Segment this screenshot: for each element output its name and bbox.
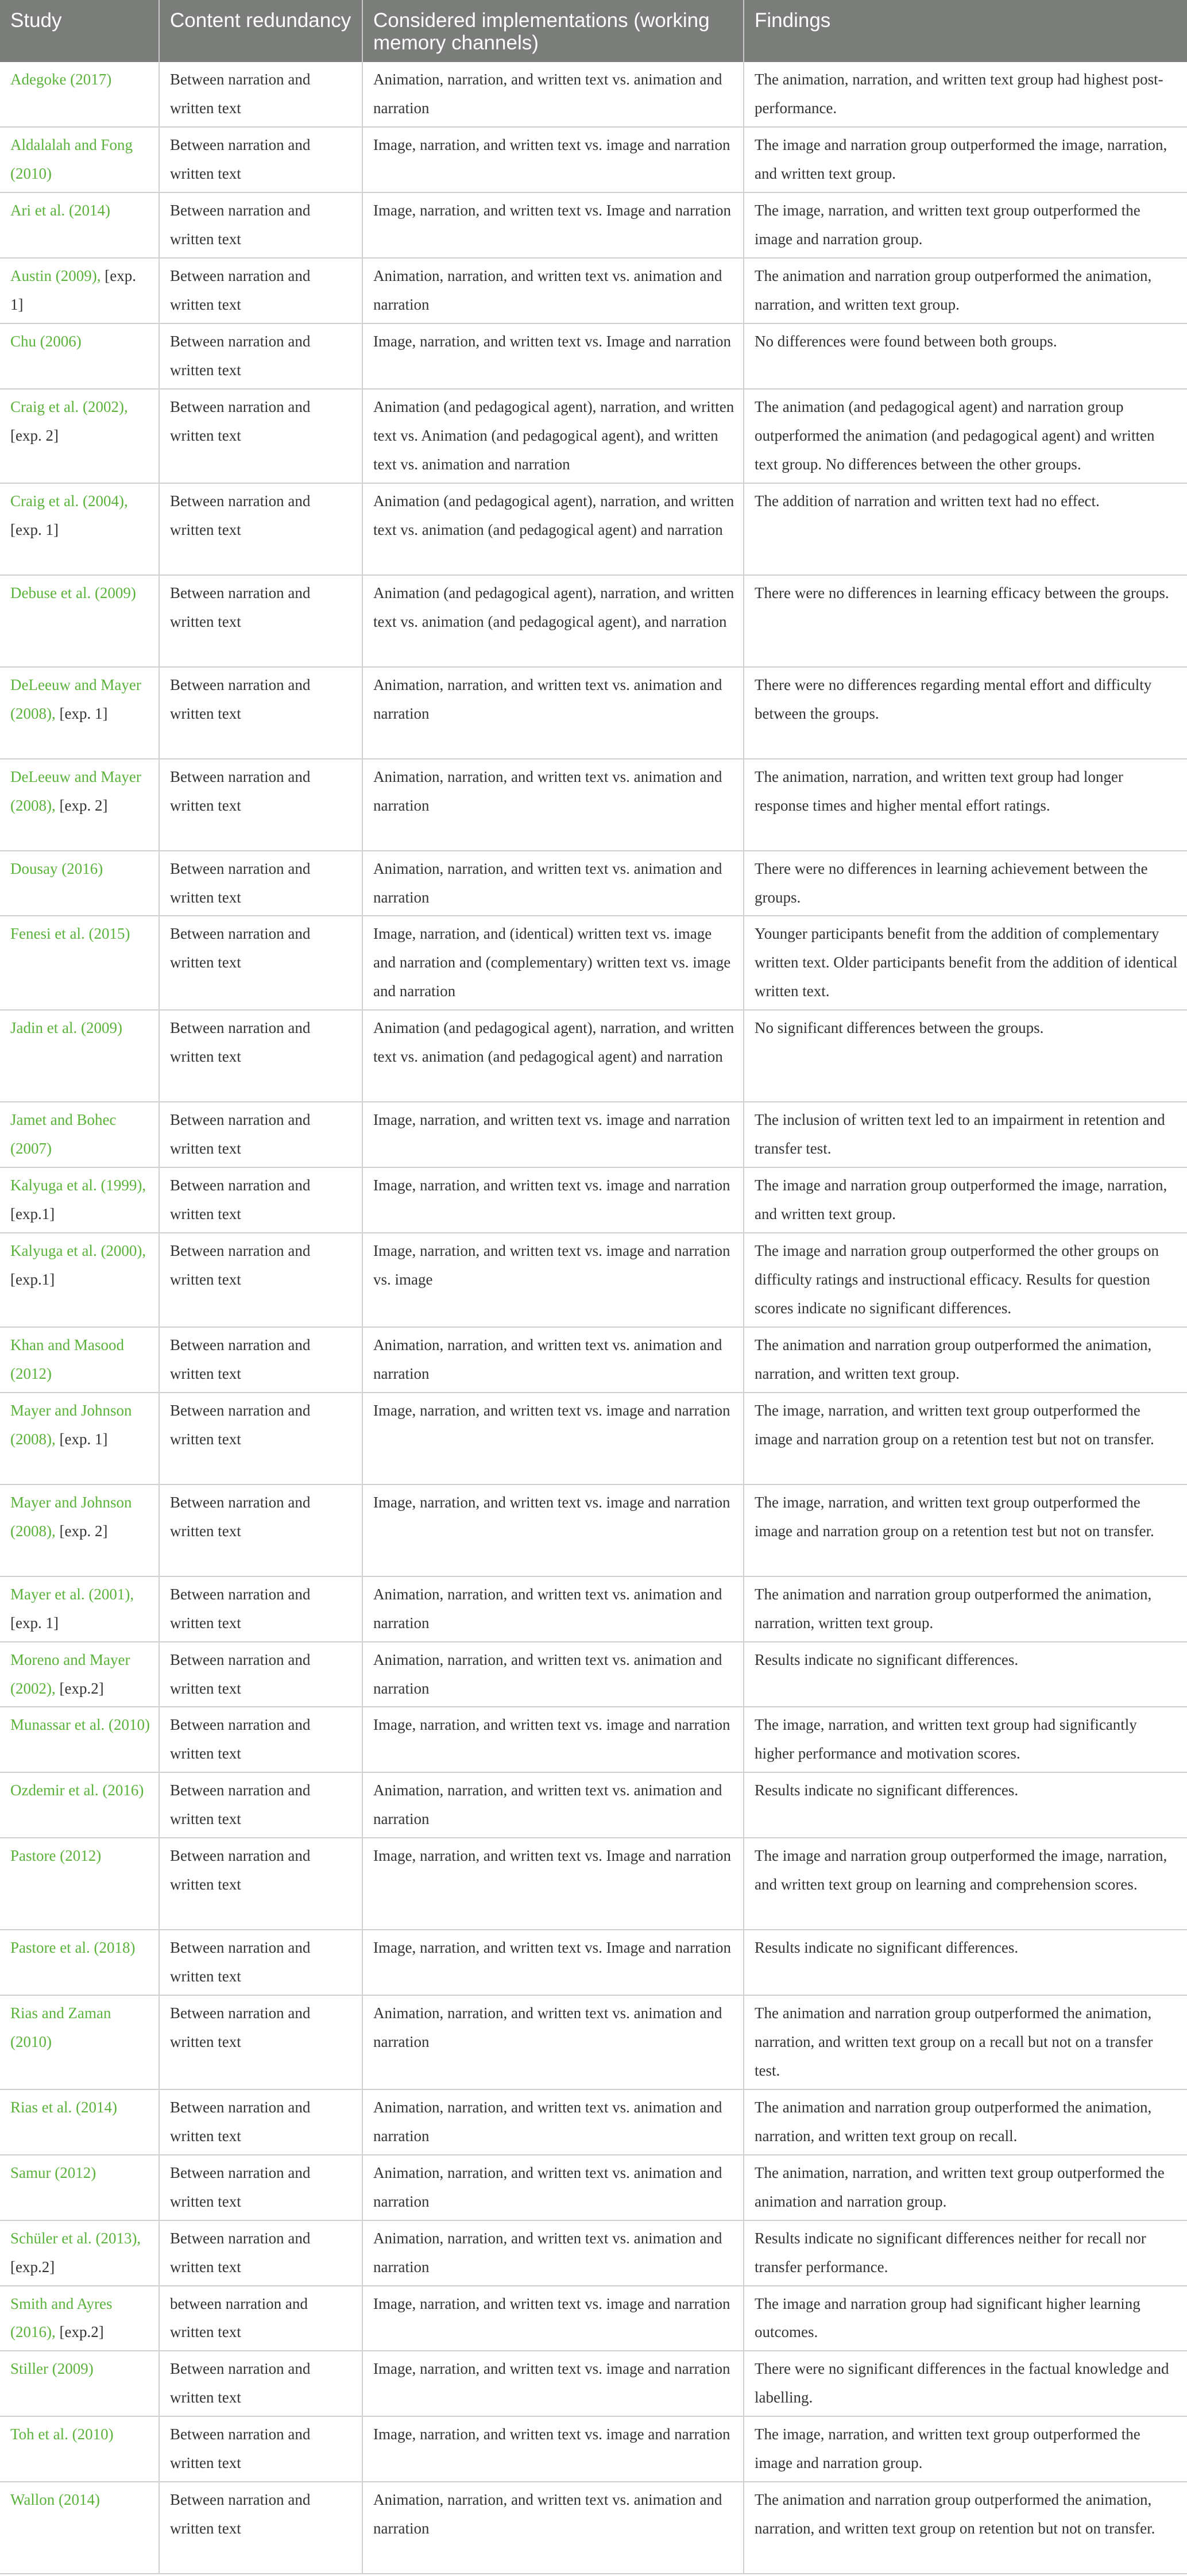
experiment-number: [exp.1] (10, 1270, 55, 1288)
content-redundancy-cell: Between narration and written text (159, 1930, 362, 1995)
implementation-cell: Animation, narration, and written text vs. animation and narration (362, 667, 744, 759)
study-citation-link[interactable]: Toh et al. (2010) (10, 2425, 114, 2443)
table-row (0, 2220, 1187, 2286)
finding-cell: The animation, narration, and written text group had highest post-performance. (744, 62, 1187, 127)
implementation-cell: Image, narration, and written text vs. image and narration (362, 1707, 744, 1772)
experiment-number: [exp. 1] (10, 520, 59, 538)
finding-cell: The animation and narration group outperformed the animation, narration, and written text group. (744, 1327, 1187, 1393)
finding-cell: The addition of narration and written text had no effect. (744, 483, 1187, 575)
study-cell (0, 1484, 159, 1576)
content-redundancy-cell: Between narration and written text (159, 2482, 362, 2574)
implementation-cell: Image, narration, and written text vs. Image and narration (362, 1838, 744, 1930)
finding-cell: The image, narration, and written text group outperformed the image and narration group. (744, 2416, 1187, 2482)
study-cell (0, 667, 159, 759)
implementation-cell: Image, narration, and written text vs. image and narration (362, 1393, 744, 1484)
content-redundancy-cell: Between narration and written text (159, 916, 362, 1010)
study-cell (0, 1642, 159, 1707)
table-row (0, 667, 1187, 759)
study-cell (0, 1707, 159, 1772)
implementation-cell: Animation (and pedagogical agent), narration, and written text vs. Animation (and pedagogical agent), and written text vs. animation and narration (362, 389, 744, 483)
finding-cell: Results indicate no significant differences. (744, 1642, 1187, 1707)
content-redundancy-cell: Between narration and written text (159, 1327, 362, 1393)
table-header-row (0, 0, 1187, 62)
study-citation-link[interactable]: Dousay (2016) (10, 859, 103, 877)
study-citation-link[interactable]: Mayer et al. (2001), (10, 1585, 134, 1603)
study-cell (0, 258, 159, 323)
header-considered-implementations: Considered implementations (working memory channels) (362, 0, 744, 62)
finding-cell: The inclusion of written text led to an impairment in retention and transfer test. (744, 1102, 1187, 1167)
study-cell (0, 2155, 159, 2220)
finding-cell: The animation (and pedagogical agent) and narration group outperformed the animation (and pedagogical agent) and written text group. No differences between the other groups. (744, 389, 1187, 483)
implementation-cell: Image, narration, and written text vs. image and narration (362, 2286, 744, 2351)
implementation-cell: Animation, narration, and written text vs. animation and narration (362, 2482, 744, 2574)
study-cell (0, 1233, 159, 1327)
header-content-redundancy: Content redundancy (159, 0, 362, 62)
table-row (0, 2482, 1187, 2574)
table-body (0, 62, 1187, 2574)
finding-cell: The animation and narration group outperformed the animation, narration, and written text group on a recall but not on a transfer test. (744, 1995, 1187, 2089)
study-cell (0, 2286, 159, 2351)
experiment-number: [exp. 1] (10, 1614, 59, 1632)
finding-cell: The image, narration, and written text group outperformed the image and narration group. (744, 192, 1187, 258)
study-cell (0, 389, 159, 483)
study-cell (0, 192, 159, 258)
content-redundancy-cell: between narration and written text (159, 2286, 362, 2351)
study-cell (0, 2416, 159, 2482)
content-redundancy-cell: Between narration and written text (159, 667, 362, 759)
finding-cell: There were no differences in learning achievement between the groups. (744, 851, 1187, 916)
finding-cell: There were no significant differences in the factual knowledge and labelling. (744, 2351, 1187, 2416)
study-cell (0, 2089, 159, 2155)
study-cell (0, 483, 159, 575)
study-citation-link[interactable]: Moreno and Mayer (2002), (10, 1651, 130, 1697)
content-redundancy-cell: Between narration and written text (159, 1010, 362, 1102)
study-cell (0, 759, 159, 851)
implementation-cell: Image, narration, and written text vs. Image and narration (362, 1930, 744, 1995)
finding-cell: The image and narration group outperformed the image, narration, and written text group. (744, 1167, 1187, 1233)
study-cell (0, 575, 159, 667)
study-cell (0, 1838, 159, 1930)
table-row (0, 1707, 1187, 1772)
study-cell (0, 1772, 159, 1838)
finding-cell: The animation and narration group outperformed the animation, narration, and written text group on recall. (744, 2089, 1187, 2155)
study-citation-link[interactable]: Mayer and Johnson (2008), (10, 1401, 132, 1448)
table-row (0, 2416, 1187, 2482)
table-row (0, 1642, 1187, 1707)
study-citation-link[interactable]: DeLeeuw and Mayer (2008), (10, 768, 141, 814)
content-redundancy-cell: Between narration and written text (159, 1484, 362, 1576)
content-redundancy-cell: Between narration and written text (159, 2220, 362, 2286)
implementation-cell: Animation, narration, and written text vs. animation and narration (362, 62, 744, 127)
study-citation-link[interactable]: DeLeeuw and Mayer (2008), (10, 676, 141, 722)
table-row (0, 1327, 1187, 1393)
table-row (0, 192, 1187, 258)
content-redundancy-cell: Between narration and written text (159, 323, 362, 389)
study-citation-link[interactable]: Pastore (2012) (10, 1847, 102, 1865)
study-cell (0, 916, 159, 1010)
header-findings: Findings (744, 0, 1187, 62)
content-redundancy-cell: Between narration and written text (159, 1772, 362, 1838)
study-citation-link[interactable]: Rias and Zaman (2010) (10, 2004, 111, 2050)
content-redundancy-cell: Between narration and written text (159, 1102, 362, 1167)
implementation-cell: Image, narration, and written text vs. image and narration vs. image (362, 1233, 744, 1327)
experiment-number: [exp. 2] (59, 796, 108, 814)
finding-cell: The image and narration group outperformed the image, narration, and written text group on learning and comprehension scores. (744, 1838, 1187, 1930)
table-row (0, 1995, 1187, 2089)
content-redundancy-cell: Between narration and written text (159, 127, 362, 192)
implementation-cell: Animation, narration, and written text vs. animation and narration (362, 258, 744, 323)
finding-cell: There were no differences regarding mental effort and difficulty between the groups. (744, 667, 1187, 759)
content-redundancy-cell: Between narration and written text (159, 62, 362, 127)
implementation-cell: Image, narration, and written text vs. image and narration (362, 1484, 744, 1576)
study-cell (0, 1327, 159, 1393)
study-cell (0, 2351, 159, 2416)
finding-cell: The image and narration group outperformed the other groups on difficulty ratings and instructional efficacy. Results for question scores indicate no significant differences. (744, 1233, 1187, 1327)
study-citation-link[interactable]: Khan and Masood (2012) (10, 1336, 124, 1382)
finding-cell: No significant differences between the groups. (744, 1010, 1187, 1102)
table-row (0, 1772, 1187, 1838)
finding-cell: The animation, narration, and written text group had longer response times and higher mental effort ratings. (744, 759, 1187, 851)
content-redundancy-cell: Between narration and written text (159, 1838, 362, 1930)
study-citation-link[interactable]: Jamet and Bohec (2007) (10, 1111, 117, 1158)
study-citation-link[interactable]: Adegoke (2017) (10, 71, 112, 88)
study-cell (0, 1010, 159, 1102)
study-cell (0, 2482, 159, 2574)
implementation-cell: Animation (and pedagogical agent), narration, and written text vs. animation (and pedagogical agent) and narration (362, 1010, 744, 1102)
implementation-cell: Animation, narration, and written text vs. animation and narration (362, 2089, 744, 2155)
table-row (0, 258, 1187, 323)
table-row (0, 1102, 1187, 1167)
table-row (0, 483, 1187, 575)
content-redundancy-cell: Between narration and written text (159, 851, 362, 916)
study-citation-link[interactable]: Chu (2006) (10, 332, 82, 350)
implementation-cell: Animation, narration, and written text vs. animation and narration (362, 759, 744, 851)
implementation-cell: Animation, narration, and written text vs. animation and narration (362, 2220, 744, 2286)
table-row (0, 1930, 1187, 1995)
finding-cell: The image and narration group had significant higher learning outcomes. (744, 2286, 1187, 2351)
content-redundancy-cell: Between narration and written text (159, 1707, 362, 1772)
study-citation-link[interactable]: Samur (2012) (10, 2164, 96, 2181)
content-redundancy-cell: Between narration and written text (159, 1393, 362, 1484)
study-citation-link[interactable]: Aldalalah and Fong (2010) (10, 136, 133, 183)
finding-cell: The image and narration group outperformed the image, narration, and written text group. (744, 127, 1187, 192)
study-citation-link[interactable]: Debuse et al. (2009) (10, 584, 136, 601)
implementation-cell: Image, narration, and written text vs. image and narration (362, 1167, 744, 1233)
content-redundancy-cell: Between narration and written text (159, 2155, 362, 2220)
content-redundancy-cell: Between narration and written text (159, 575, 362, 667)
experiment-number: [exp. 2] (59, 1522, 108, 1540)
table-row (0, 1233, 1187, 1327)
implementation-cell: Animation, narration, and written text vs. animation and narration (362, 1327, 744, 1393)
implementation-cell: Animation (and pedagogical agent), narration, and written text vs. animation (and pedagogical agent) and narration (362, 483, 744, 575)
implementation-cell: Animation, narration, and written text vs. animation and narration (362, 851, 744, 916)
implementation-cell: Animation, narration, and written text vs. animation and narration (362, 1642, 744, 1707)
finding-cell: No differences were found between both groups. (744, 323, 1187, 389)
content-redundancy-cell: Between narration and written text (159, 1233, 362, 1327)
table-row (0, 1393, 1187, 1484)
table-row (0, 2155, 1187, 2220)
study-citation-link[interactable]: Munassar et al. (2010) (10, 1716, 150, 1734)
content-redundancy-cell: Between narration and written text (159, 759, 362, 851)
table-row (0, 1484, 1187, 1576)
implementation-cell: Image, narration, and written text vs. image and narration (362, 1102, 744, 1167)
content-redundancy-cell: Between narration and written text (159, 1167, 362, 1233)
study-citation-link[interactable]: Jadin et al. (2009) (10, 1019, 122, 1037)
study-citation-link[interactable]: Smith and Ayres (2016), (10, 2295, 113, 2341)
finding-cell: The image, narration, and written text group had significantly higher performance and motivation scores. (744, 1707, 1187, 1772)
experiment-number: [exp.2] (59, 2323, 104, 2341)
table-row (0, 62, 1187, 127)
implementation-cell: Animation, narration, and written text vs. animation and narration (362, 2155, 744, 2220)
content-redundancy-cell: Between narration and written text (159, 2416, 362, 2482)
table-row (0, 2089, 1187, 2155)
study-cell (0, 1576, 159, 1642)
table-row (0, 759, 1187, 851)
content-redundancy-cell: Between narration and written text (159, 389, 362, 483)
implementation-cell: Image, narration, and written text vs. Image and narration (362, 192, 744, 258)
study-citation-link[interactable]: Stiller (2009) (10, 2360, 94, 2378)
table-row (0, 1167, 1187, 1233)
study-cell (0, 851, 159, 916)
implementation-cell: Animation, narration, and written text vs. animation and narration (362, 1995, 744, 2089)
experiment-number: [exp. 1] (59, 704, 108, 722)
table-row (0, 916, 1187, 1010)
study-cell (0, 1995, 159, 2089)
experiment-number: [exp. 2] (10, 426, 59, 444)
finding-cell: Results indicate no significant differences. (744, 1772, 1187, 1838)
implementation-cell: Image, narration, and written text vs. Image and narration (362, 323, 744, 389)
study-citation-link[interactable]: Schüler et al. (2013), (10, 2229, 141, 2247)
study-cell (0, 127, 159, 192)
experiment-number: [exp. 1] (10, 267, 136, 313)
finding-cell: The animation, narration, and written text group outperformed the animation and narration group. (744, 2155, 1187, 2220)
table-row (0, 389, 1187, 483)
finding-cell: The animation and narration group outperformed the animation, narration, written text group. (744, 1576, 1187, 1642)
implementation-cell: Animation (and pedagogical agent), narration, and written text vs. animation (and pedagogical agent), and narration (362, 575, 744, 667)
header-study: Study (0, 0, 159, 62)
table-row (0, 1576, 1187, 1642)
experiment-number: [exp.1] (10, 1205, 55, 1223)
study-cell (0, 62, 159, 127)
study-citation-link[interactable]: Mayer and Johnson (2008), (10, 1493, 132, 1540)
study-cell (0, 323, 159, 389)
table-row (0, 851, 1187, 916)
study-citation-link[interactable]: Rias et al. (2014) (10, 2098, 117, 2116)
finding-cell: There were no differences in learning efficacy between the groups. (744, 575, 1187, 667)
content-redundancy-cell: Between narration and written text (159, 483, 362, 575)
content-redundancy-cell: Between narration and written text (159, 258, 362, 323)
study-citation-link[interactable]: Craig et al. (2004), (10, 492, 128, 510)
finding-cell: Results indicate no significant differences. (744, 1930, 1187, 1995)
study-cell (0, 1102, 159, 1167)
implementation-cell: Image, narration, and (identical) written text vs. image and narration and (complementary) written text vs. image and narration (362, 916, 744, 1010)
experiment-number: [exp.2] (59, 1679, 104, 1697)
finding-cell: Results indicate no significant differences neither for recall nor transfer performance. (744, 2220, 1187, 2286)
content-redundancy-cell: Between narration and written text (159, 1576, 362, 1642)
finding-cell: The animation and narration group outperformed the animation, narration, and written text group. (744, 258, 1187, 323)
study-cell (0, 2220, 159, 2286)
table-row (0, 323, 1187, 389)
study-citation-link[interactable]: Pastore et al. (2018) (10, 1939, 136, 1957)
finding-cell: Younger participants benefit from the addition of complementary written text. Older participants benefit from the addition of identical written text. (744, 916, 1187, 1010)
study-citation-link[interactable]: Ari et al. (2014) (10, 202, 110, 219)
study-citation-link[interactable]: Fenesi et al. (2015) (10, 925, 130, 943)
implementation-cell: Animation, narration, and written text vs. animation and narration (362, 1576, 744, 1642)
implementation-cell: Image, narration, and written text vs. image and narration (362, 127, 744, 192)
finding-cell: The image, narration, and written text group outperformed the image and narration group on a retention test but not on transfer. (744, 1484, 1187, 1576)
study-cell (0, 1930, 159, 1995)
content-redundancy-cell: Between narration and written text (159, 1995, 362, 2089)
study-citation-link[interactable]: Wallon (2014) (10, 2491, 100, 2509)
table-row (0, 2286, 1187, 2351)
content-redundancy-cell: Between narration and written text (159, 2351, 362, 2416)
experiment-number: [exp.2] (10, 2258, 55, 2276)
study-citation-link[interactable]: Kalyuga et al. (1999), (10, 1177, 146, 1194)
study-cell (0, 1393, 159, 1484)
table-row (0, 1838, 1187, 1930)
table-row (0, 127, 1187, 192)
content-redundancy-cell: Between narration and written text (159, 192, 362, 258)
implementation-cell: Image, narration, and written text vs. image and narration (362, 2351, 744, 2416)
implementation-cell: Animation, narration, and written text vs. animation and narration (362, 1772, 744, 1838)
finding-cell: The animation and narration group outperformed the animation, narration, and written text group on retention but not on transfer. (744, 2482, 1187, 2574)
study-citation-link[interactable]: Austin (2009), (10, 267, 101, 284)
study-citation-link[interactable]: Ozdemir et al. (2016) (10, 1781, 144, 1799)
table-row (0, 2351, 1187, 2416)
study-citation-link[interactable]: Craig et al. (2002), (10, 398, 128, 415)
table-row (0, 575, 1187, 667)
content-redundancy-cell: Between narration and written text (159, 1642, 362, 1707)
content-redundancy-cell: Between narration and written text (159, 2089, 362, 2155)
study-cell (0, 1167, 159, 1233)
experiment-number: [exp. 1] (59, 1430, 108, 1448)
implementation-cell: Image, narration, and written text vs. image and narration (362, 2416, 744, 2482)
study-citation-link[interactable]: Kalyuga et al. (2000), (10, 1242, 146, 1259)
finding-cell: The image, narration, and written text group outperformed the image and narration group on a retention test but not on transfer. (744, 1393, 1187, 1484)
table-row (0, 1010, 1187, 1102)
